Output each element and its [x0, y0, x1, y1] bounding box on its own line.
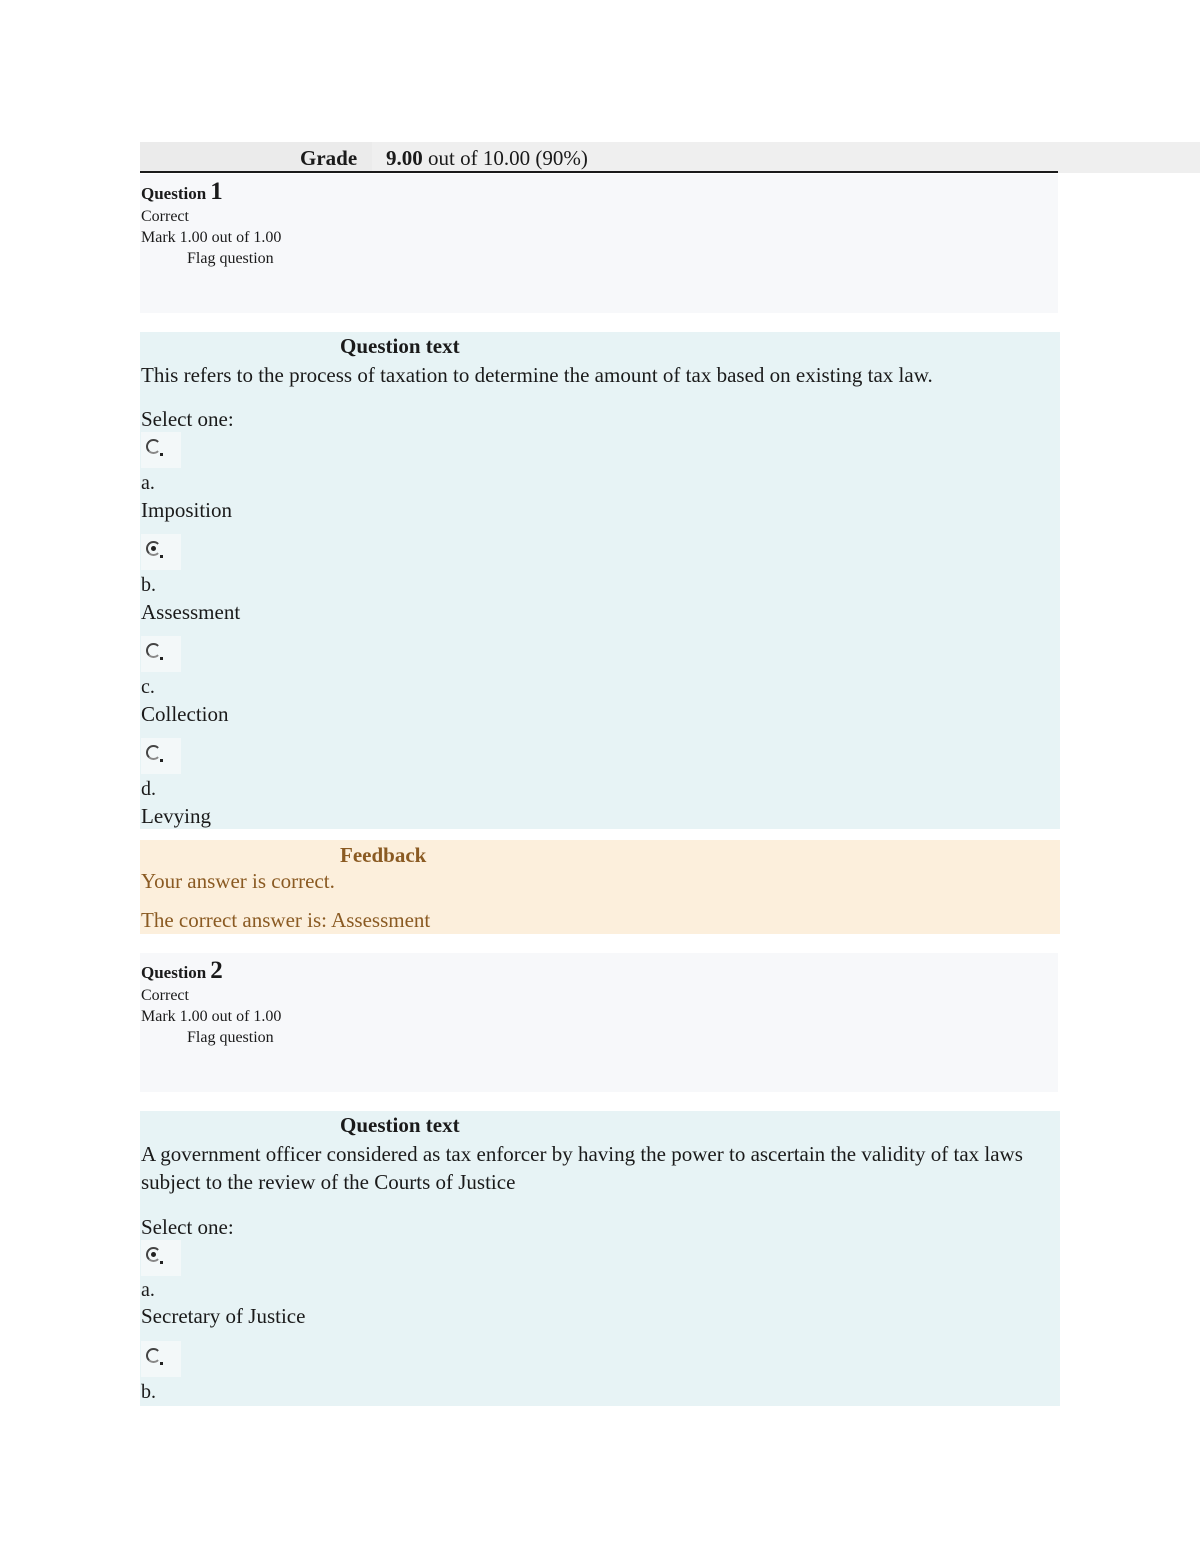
- question-2-number: [141, 957, 223, 985]
- option-a-label[interactable]: Secretary of Justice: [141, 1304, 306, 1328]
- question-word: Question: [141, 963, 207, 982]
- option-c-label[interactable]: Collection: [141, 702, 229, 726]
- question-digit: 2: [210, 957, 223, 984]
- option-a-radio[interactable]: [141, 432, 181, 468]
- grade-divider: [140, 171, 1058, 173]
- option-d-radio[interactable]: [141, 738, 181, 774]
- option-b-letter: b.: [141, 1381, 156, 1403]
- option-c-radio[interactable]: [141, 636, 181, 672]
- option-c-letter: c.: [141, 676, 155, 698]
- option-b-radio[interactable]: [141, 1341, 181, 1377]
- question-2-text-header: Question text: [340, 1113, 460, 1137]
- question-1-feedback: [140, 840, 1060, 934]
- question-1-content: [140, 332, 1060, 829]
- radio-unselected-icon: [146, 1348, 161, 1363]
- feedback-header: Feedback: [340, 843, 427, 867]
- question-2-flag-link[interactable]: Flag question: [187, 1029, 274, 1046]
- feedback-result: Your answer is correct.: [141, 869, 335, 893]
- radio-unselected-icon: [146, 643, 161, 658]
- feedback-correct-answer: The correct answer is: Assessment: [141, 908, 431, 932]
- question-1-prompt: Select one:: [141, 407, 234, 431]
- question-2-content: [140, 1111, 1060, 1406]
- option-a-label[interactable]: Imposition: [141, 498, 233, 522]
- question-2-prompt: Select one:: [141, 1215, 234, 1239]
- option-a-letter: a.: [141, 472, 155, 494]
- question-digit: 1: [210, 178, 223, 205]
- question-2-state: Correct: [141, 987, 189, 1004]
- question-2-info: [140, 953, 1058, 1092]
- question-1-flag-link[interactable]: Flag question: [187, 250, 274, 267]
- grade-label: Grade: [300, 146, 358, 170]
- radio-selected-icon: [146, 1247, 161, 1262]
- grade-summary-row: [140, 142, 1200, 173]
- radio-unselected-icon: [146, 745, 161, 760]
- option-a-radio[interactable]: [141, 1240, 181, 1276]
- option-d-letter: d.: [141, 778, 156, 800]
- question-2-mark: Mark 1.00 out of 1.00: [141, 1008, 282, 1025]
- grade-score: 9.00: [386, 146, 423, 170]
- option-b-label[interactable]: Assessment: [141, 600, 241, 624]
- question-1-text-header: Question text: [340, 334, 460, 358]
- option-d-label[interactable]: Levying: [141, 804, 211, 828]
- grade-value: [386, 146, 588, 171]
- question-word: Question: [141, 184, 207, 203]
- question-1-mark: Mark 1.00 out of 1.00: [141, 229, 282, 246]
- question-1-number: [141, 178, 223, 206]
- option-b-letter: b.: [141, 574, 156, 596]
- radio-unselected-icon: [146, 439, 161, 454]
- question-2-text: A government officer considered as tax enforcer by having the power to ascertain the validity of tax laws subject to the review of the Courts of Justice: [141, 1142, 1023, 1194]
- radio-selected-icon: [146, 541, 161, 556]
- question-1-state: Correct: [141, 208, 189, 225]
- question-1-text: This refers to the process of taxation to determine the amount of tax based on existing tax law.: [141, 363, 933, 387]
- option-a-letter: a.: [141, 1279, 155, 1301]
- grade-total: out of 10.00 (90%): [422, 146, 588, 170]
- question-1-info: [140, 174, 1058, 313]
- option-b-radio[interactable]: [141, 534, 181, 570]
